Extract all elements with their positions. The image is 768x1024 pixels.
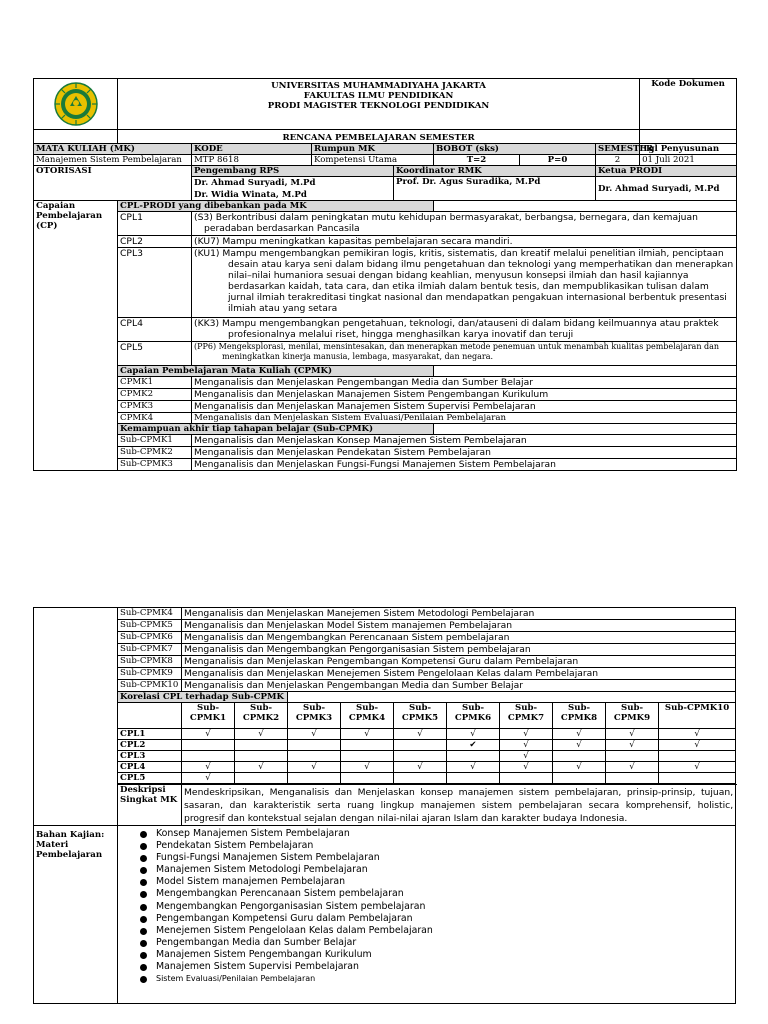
list-item: Pengembangan Media dan Sumber Belajar	[140, 937, 733, 949]
cpmk-code: CPMK1	[118, 377, 192, 389]
bullet-icon	[140, 916, 147, 923]
cpl-text: (KU7) Mampu meningkatkan kapasitas pembelajaran secara mandiri.	[192, 236, 737, 248]
korelasi-mark: √	[182, 729, 235, 740]
korelasi-mark	[235, 740, 288, 751]
korelasi-col-head: Sub- CPMK3	[288, 703, 341, 729]
sub-cpmk-code: Sub-CPMK5	[118, 620, 182, 632]
bobot-t-value: T=2	[434, 155, 520, 166]
kode-value: MTP 8618	[192, 155, 312, 166]
doc-code-label: Kode Dokumen	[640, 79, 737, 130]
korelasi-col-head: Sub-CPMK10	[659, 703, 736, 729]
mk-value: Manajemen Sistem Pembelajaran	[34, 155, 192, 166]
bobot-p-value: P=0	[520, 155, 596, 166]
korelasi-mark: √	[235, 762, 288, 773]
korelasi-mark: ✔	[447, 740, 500, 751]
sub-cpmk-text: Menganalisis dan Mengembangkan Perencanaan Sistem pembelajaran	[182, 632, 736, 644]
list-item: Menejemen Sistem Pengelolaan Kelas dalam Pembelajaran	[140, 925, 733, 937]
pengembang-label: Pengembang RPS	[192, 166, 394, 177]
sub-cpmk-code: Sub-CPMK8	[118, 656, 182, 668]
korelasi-mark	[606, 751, 659, 762]
sub-cpmk-text: Menganalisis dan Menjelaskan Manejemen Sistem Metodologi Pembelajaran	[182, 608, 736, 620]
cpl-text: (KU1) Mampu mengembangkan pemikiran logis, kritis, sistematis, dan kreatif melalui penelitian ilmiah, penciptaan desain atau karya seni dalam bidang ilmu pengetahuan dan teknologi yang memperhatikan dan menerapkan nilai–nilai humaniora sesuai dengan bidang keahlian, menyusun konsepsi ilmiah dan hasil kajiannya berdasarkan kaidah, tata cara, dan etika ilmiah dalam bentuk tesis, dan mempublikasikan tulisan dalam jurnal ilmiah terakreditasi tingkat nasional dan mendapatkan pengakuan internasional berbentuk presentasi ilmiah atau yang setara	[192, 248, 737, 318]
korelasi-col-head: Sub- CPMK8	[553, 703, 606, 729]
korelasi-mark: √	[500, 740, 553, 751]
pengembang-2: Dr. Widia Winata, M.Pd	[194, 190, 307, 200]
cpl-header: CPL-PRODI yang dibebankan pada MK	[118, 201, 434, 212]
sub-cpmk-code: Sub-CPMK6	[118, 632, 182, 644]
cpmk-code: CPMK2	[118, 389, 192, 401]
korelasi-mark	[288, 751, 341, 762]
sub-cpmk-text: Menganalisis dan Menjelaskan Konsep Manajemen Sistem Pembelajaran	[192, 435, 737, 447]
korelasi-row-label: CPL2	[118, 740, 182, 751]
list-item: Manajemen Sistem Supervisi Pembelajaran	[140, 961, 733, 973]
bullet-icon	[140, 867, 147, 874]
bullet-icon	[140, 843, 147, 850]
korelasi-mark: √	[288, 762, 341, 773]
korelasi-mark: √	[341, 729, 394, 740]
sub-cpmk-code: Sub-CPMK3	[118, 459, 192, 471]
rumpun-label: Rumpun MK	[312, 144, 434, 155]
bullet-icon	[140, 976, 147, 983]
rps-page-1	[33, 78, 737, 471]
bullet-icon	[140, 879, 147, 886]
korelasi-col-head: Sub- CPMK4	[341, 703, 394, 729]
university-logo	[34, 79, 118, 130]
cpl-text: (PP6) Mengeksplorasi, menilai, mensintesakan, dan menerapkan metode penemuan untuk menambah kualitas pembelajaran dan meningkatkan kinerja manusia, lembaga, masyarakat, dan negara.	[192, 342, 737, 366]
korelasi-mark	[341, 773, 394, 784]
cpl-text: (KK3) Mampu mengembangkan pengetahuan, teknologi, dan/atauseni di dalam bidang keilmuannya atau praktek profesionalnya melalui riset, hingga menghasilkan karya inovatif dan teruji	[192, 318, 737, 342]
cpmk-code: CPMK3	[118, 401, 192, 413]
list-item: Mengembangkan Perencanaan Sistem pembelajaran	[140, 888, 733, 900]
korelasi-col-head: Sub- CPMK2	[235, 703, 288, 729]
deskripsi-label: Deskripsi Singkat MK	[118, 785, 182, 826]
cp-label: Capaian Pembelajaran (CP)	[34, 201, 118, 471]
cpl-code: CPL1	[118, 212, 192, 236]
korelasi-mark: √	[235, 729, 288, 740]
korelasi-mark	[182, 740, 235, 751]
korelasi-mark	[288, 773, 341, 784]
bullet-icon	[140, 964, 147, 971]
korelasi-mark: √	[500, 762, 553, 773]
cpl-code: CPL4	[118, 318, 192, 342]
sub-cpmk-code: Sub-CPMK10	[118, 680, 182, 692]
bobot-label: BOBOT (sks)	[434, 144, 596, 155]
rps-title: RENCANA PEMBELAJARAN SEMESTER	[118, 130, 640, 144]
program-name: PRODI MAGISTER TEKNOLOGI PENDIDIKAN	[267, 101, 490, 111]
bullet-icon	[140, 891, 147, 898]
sub-cpmk-text: Menganalisis dan Menjelaskan Pengembangan Media dan Sumber Belajar	[182, 680, 736, 692]
korelasi-mark	[394, 751, 447, 762]
bahan-list	[120, 826, 733, 987]
korelasi-mark: √	[553, 740, 606, 751]
bahan-label: Bahan Kajian: Materi Pembelajaran	[34, 826, 118, 1004]
bullet-icon	[140, 940, 147, 947]
bullet-icon	[140, 952, 147, 959]
korelasi-mark	[659, 773, 736, 784]
bahan-list-cell	[118, 826, 736, 1004]
sub-cpmk-code: Sub-CPMK7	[118, 644, 182, 656]
university-header	[118, 79, 640, 130]
bullet-icon	[140, 904, 147, 911]
list-item: Fungsi-Fungsi Manajemen Sistem Pembelajaran	[140, 852, 733, 864]
cpmk-text: Menganalisis dan Menjelaskan Pengembangan Media dan Sumber Belajar	[192, 377, 737, 389]
list-item: Manajemen Sistem Pengembangan Kurikulum	[140, 949, 733, 961]
sub-cpmk-code: Sub-CPMK9	[118, 668, 182, 680]
list-item: Model Sistem manajemen Pembelajaran	[140, 876, 733, 888]
cpl-code: CPL5	[118, 342, 192, 366]
korelasi-mark	[394, 740, 447, 751]
korelasi-mark: √	[606, 740, 659, 751]
korelasi-mark	[182, 751, 235, 762]
korelasi-header: Korelasi CPL terhadap Sub-CPMK	[118, 692, 288, 703]
semester-value: 2	[596, 155, 640, 166]
list-item: Mengembangkan Pengorganisasian Sistem pembelajaran	[140, 901, 733, 913]
korelasi-mark	[606, 773, 659, 784]
sub-cpmk-text: Menganalisis dan Menjelaskan Pengembangan Kompetensi Guru dalam Pembelajaran	[182, 656, 736, 668]
rps-page-2	[33, 607, 736, 1004]
cpmk-code: CPMK4	[118, 413, 192, 424]
korelasi-mark: √	[182, 773, 235, 784]
korelasi-mark: √	[182, 762, 235, 773]
list-item: Pendekatan Sistem Pembelajaran	[140, 840, 733, 852]
sub-cpmk-text: Menganalisis dan Menjelaskan Menejemen Sistem Pengelolaan Kelas dalam Pembelajaran	[182, 668, 736, 680]
korelasi-row-label: CPL3	[118, 751, 182, 762]
list-item: Pengembangan Kompetensi Guru dalam Pembelajaran	[140, 913, 733, 925]
korelasi-mark: √	[500, 751, 553, 762]
cpmk-text: Menganalisis dan Menjelaskan Sistem Evaluasi/Penilaian Pembelajaran	[192, 413, 737, 424]
korelasi-mark	[341, 751, 394, 762]
sub-cpmk-code: Sub-CPMK4	[118, 608, 182, 620]
korelasi-col-head: Sub- CPMK1	[182, 703, 235, 729]
sub-cpmk-text: Menganalisis dan Mengembangkan Pengorganisasian Sistem pembelajaran	[182, 644, 736, 656]
korelasi-mark	[447, 773, 500, 784]
korelasi-mark	[500, 773, 553, 784]
korelasi-col-head: Sub- CPMK6	[447, 703, 500, 729]
korelasi-mark	[288, 740, 341, 751]
korelasi-mark	[341, 740, 394, 751]
korelasi-mark	[553, 773, 606, 784]
korelasi-mark: √	[659, 740, 736, 751]
korelasi-mark: √	[659, 729, 736, 740]
list-item: Manajemen Sistem Metodologi Pembelajaran	[140, 864, 733, 876]
ketua-name: Dr. Ahmad Suryadi, M.Pd	[596, 177, 737, 201]
korelasi-col-head: Sub- CPMK5	[394, 703, 447, 729]
korelasi-mark: √	[394, 729, 447, 740]
korelasi-row-label: CPL1	[118, 729, 182, 740]
korelasi-mark	[235, 773, 288, 784]
cpl-code: CPL3	[118, 248, 192, 318]
mk-label: MATA KULIAH (MK)	[34, 144, 192, 155]
korelasi-mark	[659, 751, 736, 762]
korelasi-mark: √	[606, 729, 659, 740]
deskripsi-text: Mendeskripsikan, Menganalisis dan Menjelaskan konsep manajemen sistem pembelajaran, prinsip-prinsip, tujuan, sasaran, dan karakteristik serta ruang lingkup manajemen sistem pembelajaran secara komprehensif, holistic, progresif dan kontekstual sejalan dengan nilai-nilai ajaran Islam dan karakter budaya Indonesia.	[182, 785, 736, 826]
korelasi-corner	[118, 703, 182, 729]
korelasi-mark: √	[288, 729, 341, 740]
korelasi-mark: √	[447, 762, 500, 773]
cp-continued	[34, 608, 118, 826]
korelasi-mark: √	[341, 762, 394, 773]
tgl-value: 01 Juli 2021	[640, 155, 737, 166]
cpl-code: CPL2	[118, 236, 192, 248]
korelasi-col-head: Sub- CPMK7	[500, 703, 553, 729]
university-name: UNIVERSITAS MUHAMMADIYAHA JAKARTA	[271, 81, 486, 91]
bullet-icon	[140, 855, 147, 862]
korelasi-mark: √	[394, 762, 447, 773]
pengembang-1: Dr. Ahmad Suryadi, M.Pd	[194, 178, 316, 188]
list-item: Sistem Evaluasi/Penilaian Pembelajaran	[140, 973, 733, 985]
sub-cpmk-text: Menganalisis dan Menjelaskan Pendekatan Sistem Pembelajaran	[192, 447, 737, 459]
korelasi-mark: √	[553, 762, 606, 773]
bullet-icon	[140, 831, 147, 838]
korelasi-row-label: CPL4	[118, 762, 182, 773]
korelasi-mark: √	[553, 729, 606, 740]
otorisasi-label: OTORISASI	[34, 166, 192, 201]
korelasi-mark: √	[500, 729, 553, 740]
sub-cpmk-code: Sub-CPMK1	[118, 435, 192, 447]
korelasi-mark	[394, 773, 447, 784]
sub-cpmk-text: Menganalisis dan Menjelaskan Model Sistem manajemen Pembelajaran	[182, 620, 736, 632]
korelasi-col-head: Sub- CPMK9	[606, 703, 659, 729]
cpmk-header: Capaian Pembelajaran Mata Kuliah (CPMK)	[118, 366, 434, 377]
list-item: Konsep Manajemen Sistem Pembelajaran	[140, 828, 733, 840]
cpl-text: (S3) Berkontribusi dalam peningkatan mutu kehidupan bermasyarakat, berbangsa, bernegara, dan kemajuan peradaban berdasarkan Pancasila	[192, 212, 737, 236]
korelasi-mark	[235, 751, 288, 762]
ketua-label: Ketua PRODI	[596, 166, 737, 177]
korelasi-mark: √	[659, 762, 736, 773]
korelasi-mark: √	[606, 762, 659, 773]
korelasi-mark	[447, 751, 500, 762]
sub-cpmk-header: Kemampuan akhir tiap tahapan belajar (Sub-CPMK)	[118, 424, 434, 435]
rumpun-value: Kompetensi Utama	[312, 155, 434, 166]
korelasi-mark: √	[447, 729, 500, 740]
sub-cpmk-text: Menganalisis dan Menjelaskan Fungsi-Fungsi Manajemen Sistem Pembelajaran	[192, 459, 737, 471]
tgl-label: Tgl Penyusunan	[640, 144, 737, 155]
pengembang-names	[192, 177, 394, 201]
faculty-name: FAKULTAS ILMU PENDIDIKAN	[303, 91, 454, 101]
cpmk-text: Menganalisis dan Menjelaskan Manajemen Sistem Supervisi Pembelajaran	[192, 401, 737, 413]
kode-label: KODE	[192, 144, 312, 155]
sub-cpmk-code: Sub-CPMK2	[118, 447, 192, 459]
bullet-icon	[140, 928, 147, 935]
koordinator-label: Koordinator RMK	[394, 166, 596, 177]
cpmk-text: Menganalisis dan Menjelaskan Manajemen Sistem Pengembangan Kurikulum	[192, 389, 737, 401]
semester-label: SEMESTER	[596, 144, 640, 155]
koordinator-name: Prof. Dr. Agus Suradika, M.Pd	[394, 177, 596, 201]
korelasi-row-label: CPL5	[118, 773, 182, 784]
korelasi-mark	[553, 751, 606, 762]
